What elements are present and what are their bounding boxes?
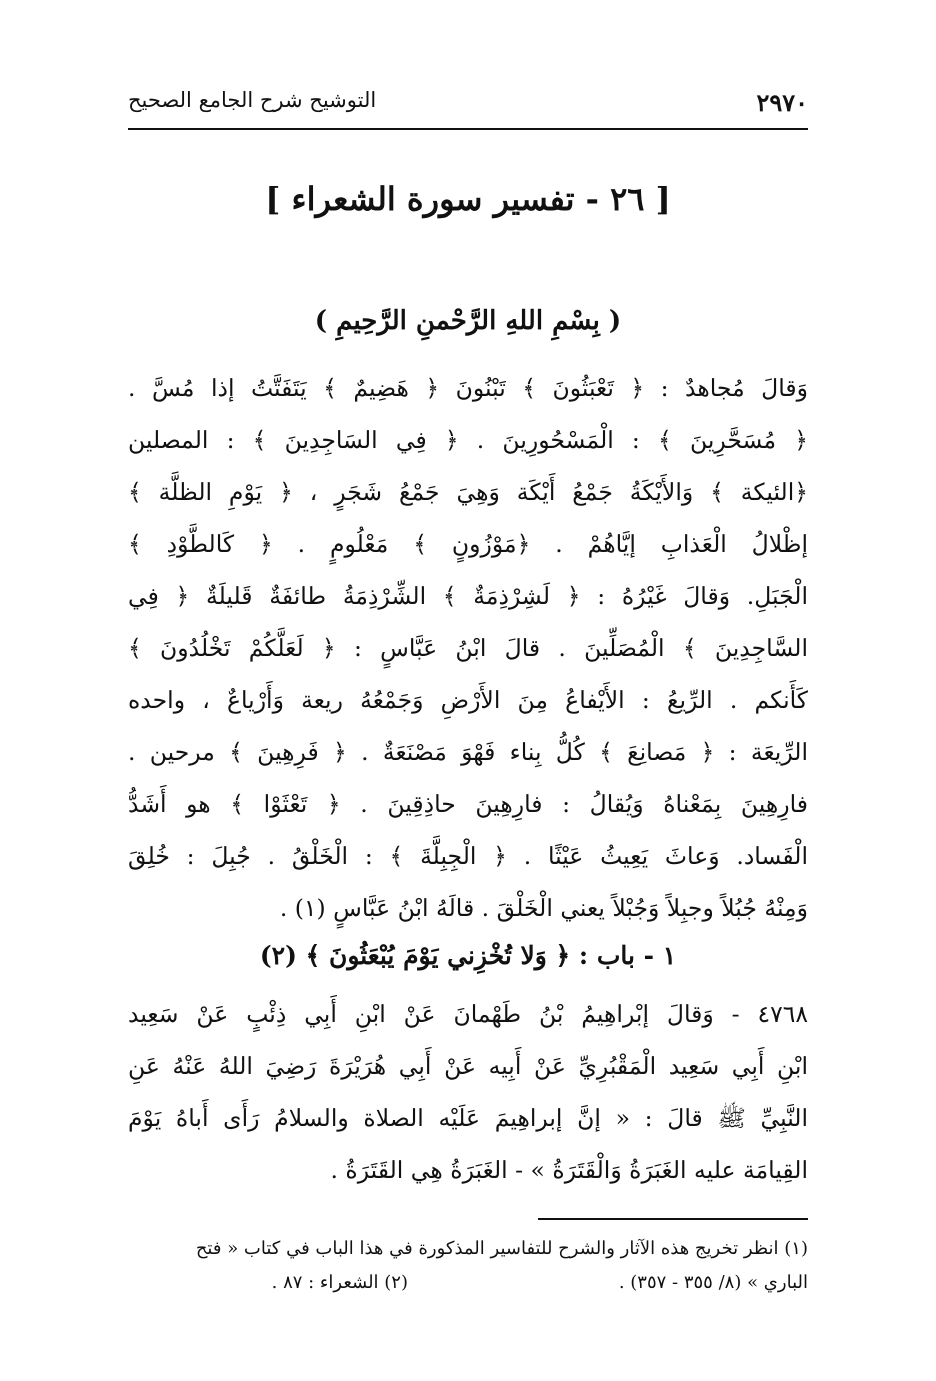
footnote-line-2 bbox=[128, 1266, 808, 1300]
basmala: ( بِسْمِ اللهِ الرَّحْمنِ الرَّحِيمِ ) bbox=[314, 306, 622, 336]
body-line: السَّاجِدِينَ ﴾ الْمُصَلِّينَ . قالَ ابْنُ عَبَّاسٍ : ﴿ لَعَلَّكُمْ تَخْلُدُونَ ﴾ bbox=[128, 634, 808, 662]
hadith-line: ٤٧٦٨ - وَقالَ إبْراهِيمُ بْنُ طَهْمانَ عَنْ ابْنِ أَبِي ذِئْبٍ عَنْ سَعِيد bbox=[128, 1000, 808, 1028]
footnote-1: (١) انظر تخريج هذه الآثار والشرح للتفاسير المذكورة في هذا الباب في كتاب « فتح bbox=[195, 1238, 808, 1259]
footnote-rule bbox=[538, 1218, 808, 1220]
body-line: ﴿الئيكة ﴾ وَالأَيْكَةُ جَمْعُ أَيْكَة وَهِيَ جَمْعُ شَجَرٍ ، ﴿ يَوْمِ الظلَّة ﴾ bbox=[128, 478, 808, 506]
book-title: التوشيح شرح الجامع الصحيح bbox=[128, 88, 377, 112]
body-line: كَأَنكم . الرِّيعُ : الأَيْفاعُ مِنَ الأَرْضِ وَجَمْعُهُ ريعة وَأَرْياعٌ ، واحده bbox=[128, 686, 808, 714]
footnotes bbox=[128, 1232, 808, 1300]
body-line: وَقالَ مُجاهدٌ : ﴿ تَعْبَثُونَ ﴾ تَبْنُونَ ﴿ هَضِيمٌ ﴾ يَتَفَتَّتُ إذا مُسَّ . bbox=[128, 374, 808, 402]
hadith-line: ابْنِ أَبِي سَعِيد الْمَقْبُرِيِّ عَنْ أَبِيه عَنْ أَبِي هُرَيْرَةَ رَضِيَ اللهُ عَنْهُ عَنِ bbox=[128, 1052, 808, 1080]
body-line: إظْلالُ الْعَذابِ إيَّاهُمْ . ﴿مَوْزُونٍ ﴾ مَعْلُومٍ . ﴿ كَالطَّوْدِ ﴾ bbox=[128, 530, 808, 558]
hadith-line: النَّبِيِّ ﷺ قالَ : « إنَّ إبراهِيمَ عَلَيْه الصلاة والسلامُ رَأَى أَباهُ يَوْمَ bbox=[128, 1104, 808, 1132]
body-line: ﴿ مُسَحَّرِينَ ﴾ : الْمَسْحُورِينَ . ﴿ فِي السَاجِدِينَ ﴾ : المصلين bbox=[128, 426, 808, 454]
body-line: الْفَساد. وَعاثَ يَعِيثُ عَيْثًا . ﴿ الْجِبِلَّةَ ﴾ : الْخَلْقُ . جُبِلَ : خُلِقَ bbox=[128, 842, 808, 870]
body-line: فارِهِينَ بِمَعْناهُ وَيُقالُ : فارِهِينَ حاذِقِينَ . ﴿ تَعْثَوْا ﴾ هو أَشَدُّ bbox=[128, 790, 808, 818]
body-line: وَمِنْهُ جُبُلاً وجبِلاً وَجُبْلاً يعني الْخَلْقَ . قالَهُ ابْنُ عَبَّاسٍ (١) . bbox=[279, 894, 808, 922]
footnote-2: (٢) الشعراء : ٨٧ . bbox=[271, 1272, 408, 1293]
commentary-body bbox=[128, 362, 808, 934]
page-number: ٢٩٧٠ bbox=[756, 88, 808, 117]
footnote-1-continuation: الباري » (٨/ ٣٥٥ - ٣٥٧) . bbox=[618, 1272, 808, 1293]
body-line: الرِّيعَة : ﴿ مَصانِعَ ﴾ كُلُّ بِناء فَهْوَ مَصْنَعَةٌ . ﴿ فَرِهِينَ ﴾ مرحين . bbox=[128, 738, 808, 766]
hadith-line: القِيامَة عليه الغَبَرَةُ وَالْقَتَرَةُ » - الغَبَرَةُ هِي القَتَرَةُ . bbox=[330, 1156, 808, 1184]
hadith-text bbox=[128, 988, 808, 1196]
body-line: الْجَبَلِ. وَقالَ غَيْرُهُ : ﴿ لَشِرْذِمَةٌ ﴾ الشِّرْذِمَةُ طائفَةٌ قَليلَةٌ ﴿ فِي bbox=[128, 582, 808, 610]
chapter-heading: ١ - باب : ﴿ وَلا تُخْزِني يَوْمَ يُبْعَثُونَ ﴾ (٢) bbox=[259, 941, 677, 970]
page-header bbox=[128, 82, 808, 130]
header-rule bbox=[128, 128, 808, 130]
surah-title: [ ٢٦ - تفسير سورة الشعراء ] bbox=[265, 180, 671, 218]
